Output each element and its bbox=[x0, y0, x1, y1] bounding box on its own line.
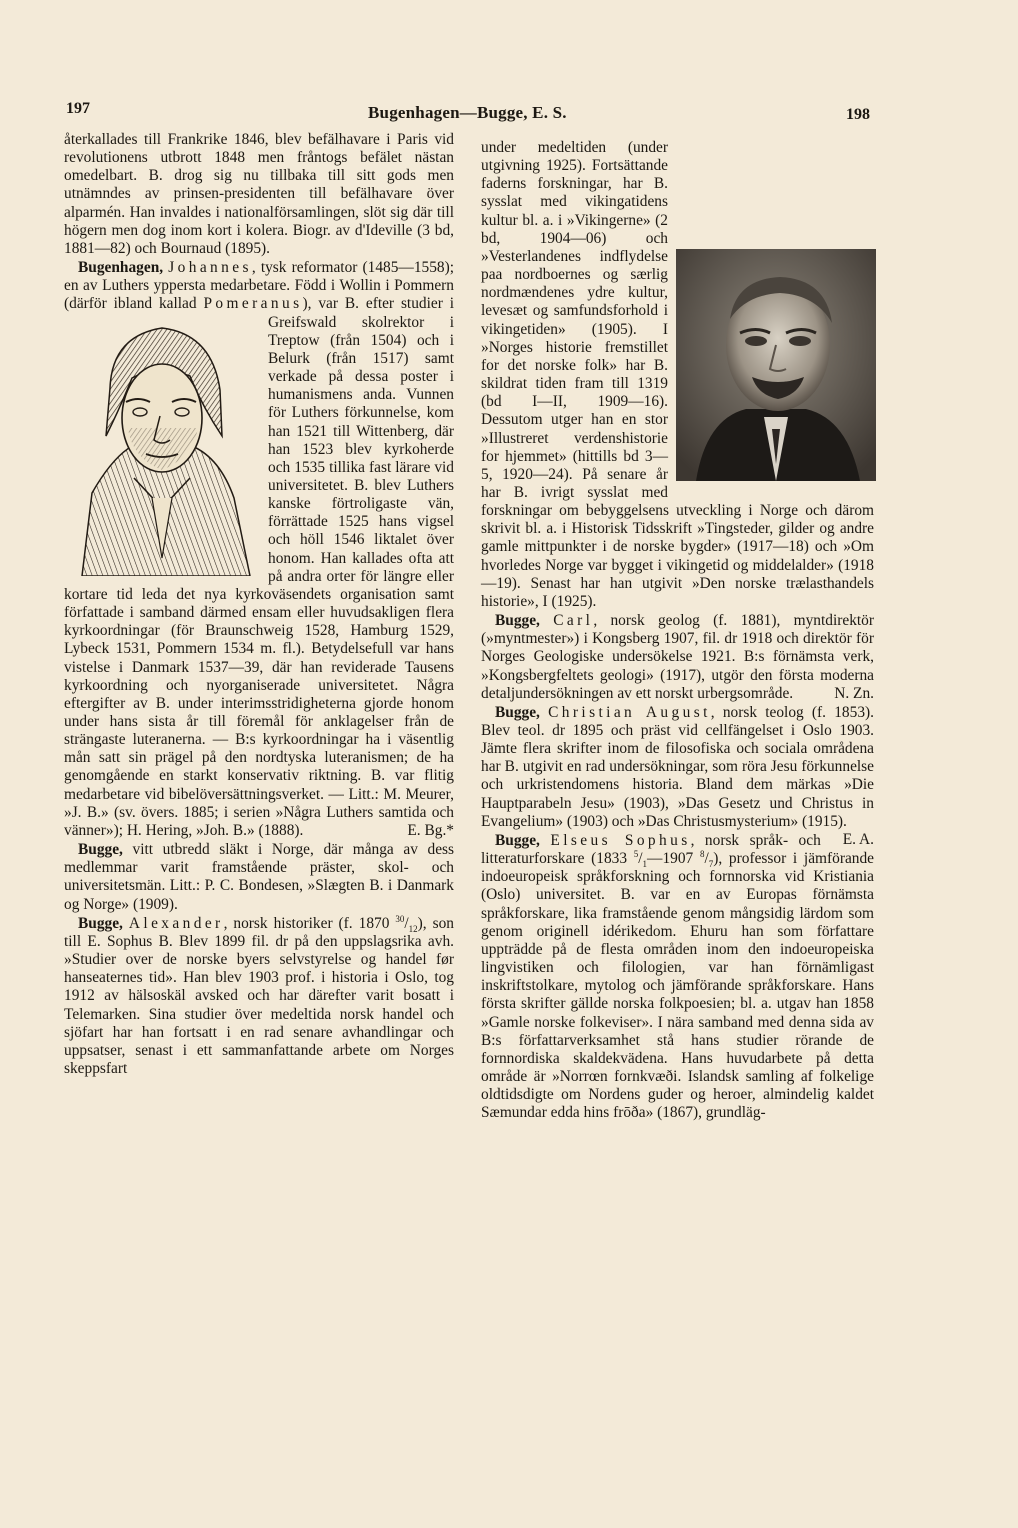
entry-bugge-elseus: Bugge, Elseus Sophus, norsk språk- och litteraturforskare (1833 $^5/_1—1907$ $^8/_7$), professor i jämförande indoeuropeisk språkforskning och fornnorska vid Kristiania (Oslo) universitet. B. var en av Europas förnämsta språkforskare, lika framstående genom mångsidig lärdom som genom originell idérikedom. Ehuru han som författare uppträdde på de flesta områden inom den indoeuropeiska lingvistiken och filologien, var han förnämligast inskriftstolkare, mytolog och jämförande språkforskare. Hans första skrifter gällde norska folkpoesien; bl. a. utgav han 1858 »Gamle norske folkeviser». I nära samband med denna sida av B:s författarverksamhet stå hans studier rörande de fornnordiska skaldekvädena. Hans huvudarbete på detta område är »Norrœn fornkvæði. Islandsk samling af folkelige oldtidsdigte om Nordens guder og heroer, almindelig kaldet Sæmundar edda hins frōða» (1867), grundläg- bbox=[481, 831, 874, 1122]
entry-text: , tysk reformator (1485—1558); en av Luthers yppersta medarbetare. Född i Wollin i Pommern (därför ibland kallad bbox=[64, 259, 454, 313]
entry-bugenhagen bbox=[64, 259, 454, 840]
date-fraction-denominator: 12 bbox=[408, 923, 418, 934]
author-signature: N. Zn. bbox=[834, 684, 874, 702]
entry-given-name: Alexander bbox=[128, 914, 224, 932]
entry-text: vitt utbredd släkt i Norge, där många av dess medlemmar varit framstående präster, skol- och universitetsmän. Litt.: P. C. Bondesen, »Slægten B. i Danmark og Norge» (1909). bbox=[64, 841, 454, 913]
date-fraction-numerator: 5 bbox=[633, 848, 639, 859]
right-column bbox=[481, 139, 874, 1122]
date-fraction-denominator: 1 bbox=[642, 859, 648, 870]
entry-text: , norsk historiker (f. 1870 bbox=[223, 914, 396, 932]
entry-headword: Bugge, bbox=[495, 703, 540, 721]
running-title: Bugenhagen—Bugge, E. S. bbox=[368, 103, 567, 122]
entry-text: , norsk geolog (f. 1881), myntdirektör (»myntmester») i Kongsberg 1907, fil. dr 1918 och direktör för Norges Geologiske undersökelse 1921. B:s förnämsta verk, »Kongsbergfeltets geologi» (1917), utgör den första moderna detaljundersökningen av ett norskt urbergsområde. bbox=[481, 612, 874, 702]
entry-headword: Bugge, bbox=[495, 831, 540, 849]
entry-given-name: Elseus Sophus bbox=[550, 831, 691, 849]
entry-text: ), professor i jämförande indoeuropeisk språkforskning och fornnorska vid Kristiania (Oslo) universitet. B. var en av Europas förnämsta språkforskare, lika framstående genom mångsidig lärdom som genom originell idérikedom. Ehuru han som författare uppträdde på de flesta områden inom den indoeuropeiska lingvistiken och filologien, var han förnämligast inskriftstolkare, mytolog och jämförande språkforskare. Hans första skrifter gällde norska folkpoesien; bl. a. utgav han 1858 »Gamle norske folkeviser». I nära samband med denna sida av B:s författarverksamhet stå hans studier rörande de fornnordiska skaldekvädena. Hans huvudarbete på detta område är »Norrœn fornkvæði. Islandsk samling af folkelige oldtidsdigte om Nordens guder og heroer, almindelig kaldet Sæmundar edda hins frōða» (1867), grundläg- bbox=[481, 850, 874, 1122]
author-signature: E. A. bbox=[842, 830, 874, 848]
entry-alias: Pomeranus bbox=[203, 295, 303, 313]
entry-text: ), son till E. Sophus B. Blev 1899 fil. dr på den uppslagsrika avh. »Studier over de norske byers selvstyrelse og handel før hanseaternes tid». Han blev 1903 prof. i historia i Oslo, tog 1912 av hälsoskäl avsked och har därefter varit bosatt i Telemarken. Sina studier över medeltida norsk handel och sjöfart har han fortsatt i en rad senare avhandlingar och uppsatser, senast i ett sammanfattande arbete om Norges skeppsfart bbox=[64, 914, 454, 1077]
entry-bugge-alexander: Bugge, Alexander, norsk historiker (f. 1870 $^{30}/_{12}$), son till E. Sophus B. Blev 1899 fil. dr på den uppslagsrika avh. »Studier over de norske byers selvstyrelse og handel før hanseaternes tid». Han blev 1903 prof. i historia i Oslo, tog 1912 av hälsoskäl avsked och har därefter varit bosatt i Telemarken. Sina studier över medeltida norsk handel och sjöfart har han fortsatt i en rad senare avhandlingar och uppsatser, senast i ett sammanfattande arbete om Norges skeppsfart bbox=[64, 913, 454, 1077]
left-column bbox=[64, 131, 454, 1078]
paragraph-continued: återkallades till Frankrike 1846, blev befälhavare i Paris vid revolutionens utbrott 1848 men fråntogs befälet nästan omedelbart. B. drog sig nu tillbaka till sitt gods men utnämndes av prinsen-presidenten till befälhavare över alparmén. Han invaldes i nationalförsamlingen, slöt sig där till högern men dog inom kort i kolera. Biogr. av d'Ideville (3 bd, 1881—82) och Bournaud (1895). bbox=[64, 131, 454, 257]
entry-headword: Bugenhagen, bbox=[78, 259, 164, 277]
author-signature: E. Bg.* bbox=[407, 821, 454, 839]
paragraph-continued bbox=[481, 139, 874, 611]
page-number-right: 198 bbox=[846, 106, 870, 123]
entry-given-name: Johannes bbox=[168, 259, 252, 277]
woodcut-portrait-icon bbox=[62, 318, 260, 576]
entry-bugge-family bbox=[64, 841, 454, 914]
entry-headword: Bugge, bbox=[78, 841, 123, 859]
paragraph-text: under medeltiden (under utgivning 1925). Fortsättande faderns forskningar, har B. sysslat med vikingatidens kultur bl. a. i »Vikingerne» (2 bd, 1904—06) och »Vesterlandenes indflydelse paa nordboernes og særlig nordmændenes ydre kultur, levesæt og samfundsforhold i vikingetiden» (1905). I »Norges historie fremstillet for det norske folk» har B. skildrat tiden fram till 1319 (bd I—II, 1909—16). Dessutom utger han en stor »Illustreret verdenshistorie for hjemmet» (hittills bd 3—5, 1920—24). På senare år har B. ivrigt sysslat med forskningar om bebyggelsens utveckling i Norge och därom skrivit bl. a. i Historisk Tidsskrift »Tingsteder, gilder og andre gamle mittpunkter i de norske bygder» (1917—18) och »Om hvorledes Norge var bygget i vikingetid og middelalder» (1918—19). Senast har han utgivit »Den norske trælasthandels historie», I (1925). bbox=[481, 139, 874, 610]
entry-given-name: Carl bbox=[553, 612, 594, 630]
entry-text: efter studier i Greifswald skolrektor i Treptow (från 1504) och i Belurk (från 1517) samt verkade på dessa poster i humanismens anda. Vunnen för Luthers förkunnelse, kom han 1521 till Wittenberg, där han 1523 blev kyrkoherde och 1535 tillika fast lärare vid universitetet. B. blev Luthers kanske förtroligaste vän, förrättade 1525 hans vigsel och höll 1546 liktalet över honom. Han kallades ofta att på andra orter för längre eller kortare tid leda det nya kyrkoväsendets organisation samt författade i samband därmed ensam eller huvudsakligen flera kyrkoordningar (för Braunschweig 1528, Hamburg 1529, Lybeck 1531, Pommern 1534 m. fl.). Betydelsefull var hans vistelse i Danmark 1537—39, där han reviderade Tausens kyrkoordning och nyorganiserade universitetet. Några eftergifter av B. under interimsstridigheterna gjorde honom under hans sista år till föremål för anklagelser från de strängaste luteranerna. — B:s kyrkoordningar ha i väsentlig mån satt sin prägel på den nordtyska luteranismen; de ha genomgående en starkt konservativ riktning. B. var flitig medarbetare vid bibelöversättningsverket. — Litt.: M. Meurer, »J. B.» (sv. övers. 1885; i serien »Några Luthers samtida och vänner»); H. Hering, »Joh. B.» (1888). bbox=[64, 295, 454, 839]
date-fraction-numerator: 30 bbox=[395, 913, 405, 924]
date-fraction-denominator: 7 bbox=[708, 859, 714, 870]
entry-bugge-carl bbox=[481, 612, 874, 703]
entry-text: —1907 bbox=[647, 850, 700, 868]
photo-portrait-icon bbox=[676, 249, 876, 481]
page-number-left: 197 bbox=[66, 100, 90, 117]
entry-headword: Bugge, bbox=[495, 612, 540, 630]
entry-headword: Bugge, bbox=[78, 914, 123, 932]
entry-given-name: Christian August bbox=[548, 703, 711, 721]
entry-text: , norsk teolog (f. 1853). Blev teol. dr 1895 och präst vid cellfängelset i Oslo 1903. Jämte flera skrifter inom de filosofiska och sociala områdena har B. utgivit en rad undersökningar, som röra Jesu förkunnelse och urkristendomens historia. Bland dem märkas »Die Hauptparabeln Jesu» (1903), »Das Gesetz und Christus in Evangelium» (1903) och »Das Christusmysterium» (1915). bbox=[481, 703, 874, 830]
photo-portrait-frame bbox=[676, 249, 876, 481]
entry-text: ), var B. bbox=[302, 295, 359, 313]
date-fraction-numerator: 8 bbox=[699, 848, 705, 859]
entry-text: , norsk språk- och litteraturforskare (1833 bbox=[481, 831, 821, 868]
